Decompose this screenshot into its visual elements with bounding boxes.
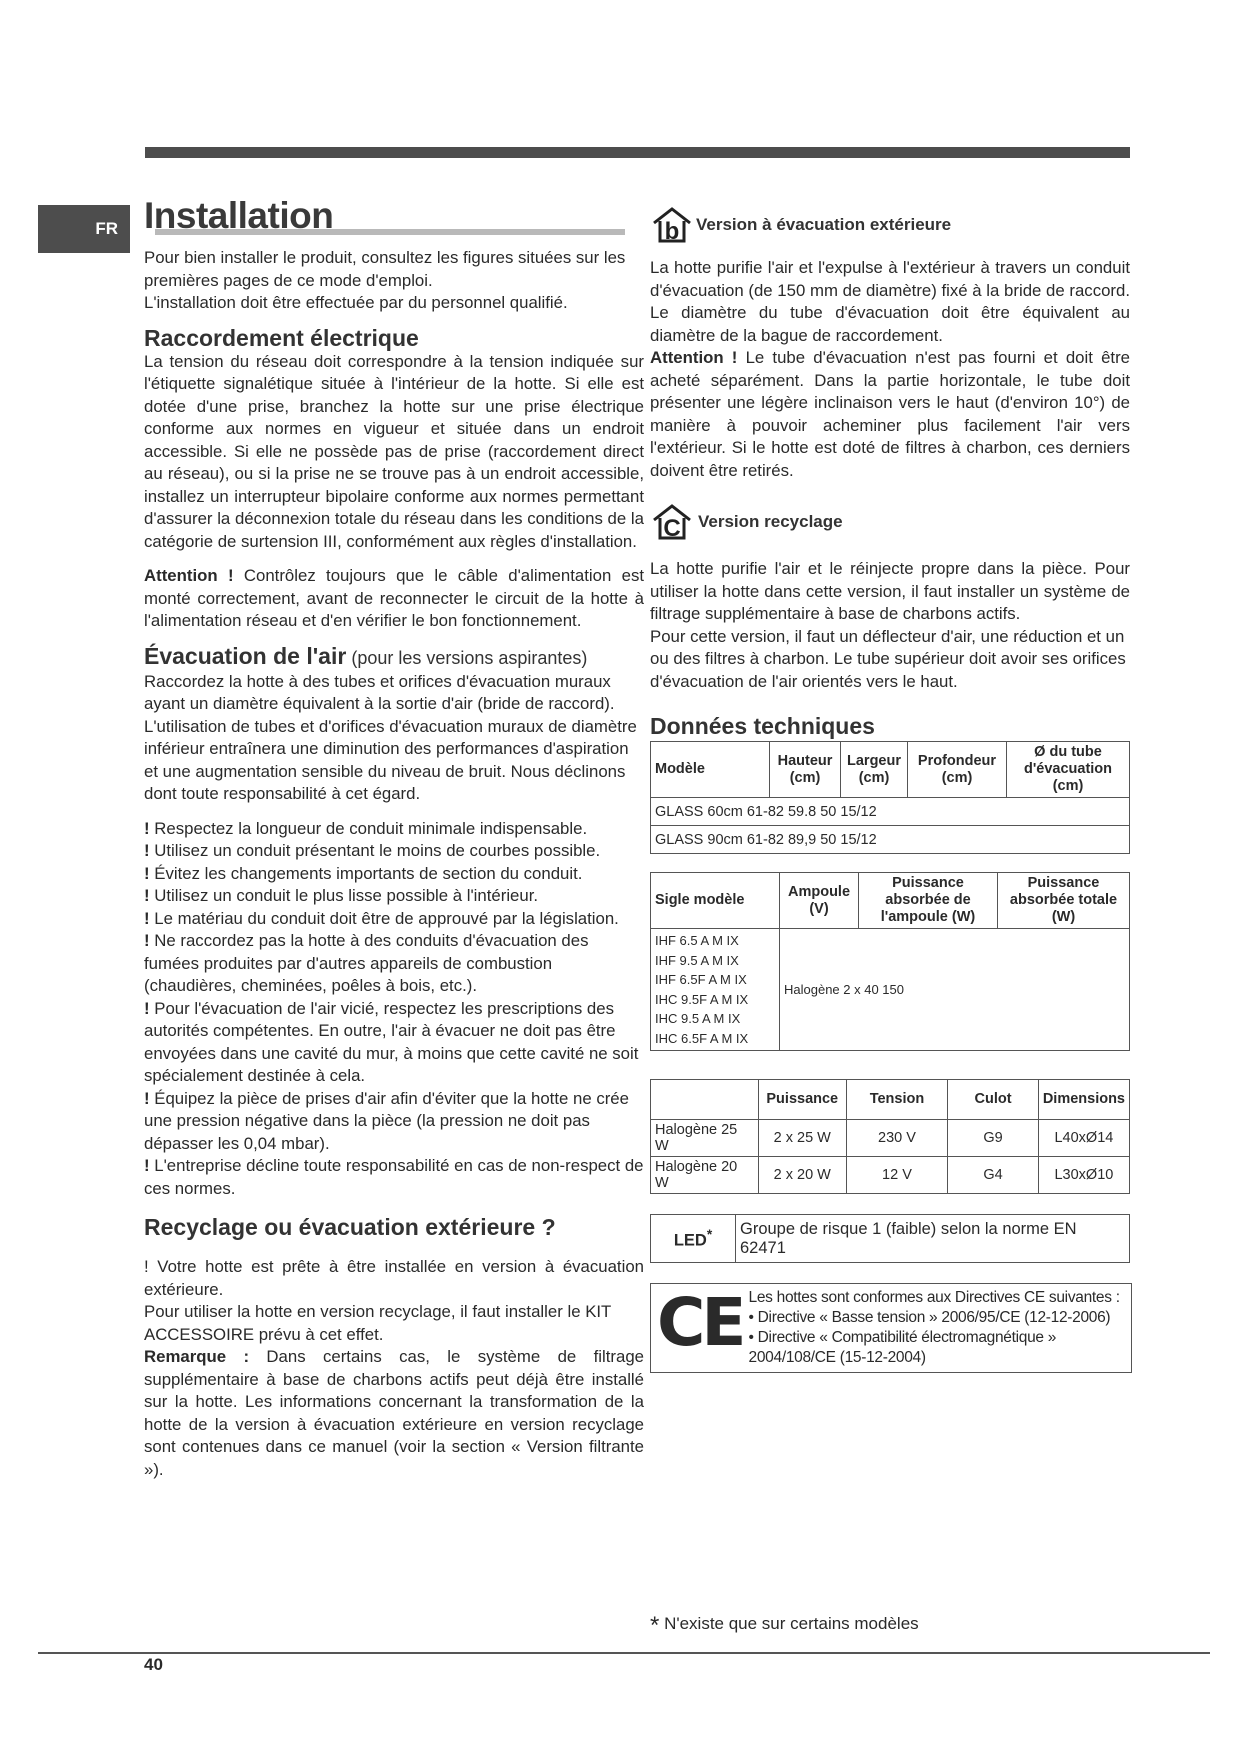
table-header: Sigle modèle	[651, 873, 780, 929]
warning-item	[144, 885, 644, 908]
warning-text: L'entreprise décline toute responsabilité en cas de non-respect de ces normes.	[144, 1156, 644, 1198]
warning-mark: !	[144, 1088, 150, 1108]
table-header: Ampoule (V)	[780, 873, 859, 929]
warning-mark: !	[144, 818, 150, 838]
external-attention-text: Le tube d'évacuation n'est pas fourni et doit être acheté séparément. Dans la partie horizontale, le tube doit présenter une légère inclinaison vers le haut (d'environ 10°) de manière à pouvoir acheminer plus facilement l'air vers l'extérieur. Si le hotte est doté de filtres à charbon, ces derniers doivent être retirés.	[650, 348, 1130, 480]
page-number: 40	[144, 1655, 163, 1674]
external-attention-paragraph	[650, 347, 1130, 482]
external-attention-label: Attention !	[650, 348, 738, 367]
external-version-heading	[650, 205, 1130, 245]
warning-item	[144, 818, 644, 841]
table-cell: Halogène 25 W	[651, 1120, 759, 1157]
recycling-version-text-2: Pour cette version, il faut un déflecteur d'air, une réduction et un ou des filtres à charbon. Le tube supérieur doit avoir ses orifices d'évacuation de l'air orientés vers le haut.	[650, 626, 1126, 691]
warning-mark: !	[144, 1156, 150, 1175]
table-header: Puissance absorbée de l'ampoule (W)	[859, 873, 998, 929]
remarque-paragraph	[144, 1346, 644, 1481]
table-row	[651, 1157, 1130, 1194]
svg-text:C: C	[663, 515, 681, 542]
recycling-version-title: Version recyclage	[698, 512, 843, 531]
ce-compliance-box	[650, 1283, 1132, 1373]
table-cell: 230 V	[846, 1120, 948, 1157]
warning-text: Utilisez un conduit présentant le moins de courbes possible.	[154, 841, 601, 860]
warning-text: Utilisez un conduit le plus lisse possible à l'intérieur.	[154, 886, 539, 905]
ce-line: • Directive « Compatibilité électromagnétique » 2004/108/CE (15-12-2004)	[748, 1329, 1057, 1366]
section-title-recycling: Recyclage ou évacuation extérieure ?	[144, 1214, 556, 1240]
intro-text-2: L'installation doit être effectuée par du personnel qualifié.	[144, 293, 568, 312]
warning-text: Évitez les changements importants de section du conduit.	[154, 863, 583, 883]
warning-text: Ne raccordez pas la hotte à des conduits d'évacuation des fumées produites par d'autres appareils de combustion (chaudières, cheminées, poêles à bois, etc.).	[144, 931, 589, 995]
warning-item	[144, 1088, 644, 1156]
header-rule	[145, 147, 1130, 158]
warning-item	[144, 863, 644, 886]
table-header: Ø du tube d'évacuation (cm)	[1007, 742, 1130, 798]
external-version-title: Version à évacuation extérieure	[696, 215, 952, 234]
table-header: Dimensions	[1038, 1080, 1129, 1120]
remarque-label: Remarque :	[144, 1347, 250, 1366]
table-header	[651, 1080, 759, 1120]
warning-mark: !	[144, 998, 150, 1018]
warning-text: Respectez la longueur de conduit minimale indispensable.	[154, 818, 588, 838]
attention-label: Attention !	[144, 566, 234, 585]
ce-line: Les hottes sont conformes aux Directives CE suivantes :	[748, 1289, 1120, 1306]
right-column	[650, 205, 1130, 1373]
dimensions-table	[650, 741, 1130, 854]
ce-mark-icon: CE	[657, 1284, 743, 1361]
language-tab: FR	[38, 205, 130, 253]
table-row	[651, 1120, 1130, 1157]
warning-item	[144, 840, 644, 863]
house-c-icon	[650, 502, 696, 542]
external-version-text: La hotte purifie l'air et l'expulse à l'extérieur à travers un conduit d'évacuation (de 150 mm de diamètre) fixé à la bride de raccord. Le diamètre du tube d'évacuation doit être équivalent au diamètre de la bague de raccordement.	[650, 258, 1130, 345]
remarque-text: Dans certains cas, le système de filtrage supplémentaire à base de charbons actifs peut déjà être installé sur la hotte. Les informations concernant la transformation de la hotte de la version à évacuation extérieure en version recyclage sont contenues dans ce manuel (voir la section « Version filtrante »).	[144, 1347, 644, 1479]
table-header: Tension	[846, 1080, 948, 1120]
warning-mark: !	[144, 908, 150, 928]
table-cell: L40xØ14	[1038, 1120, 1129, 1157]
table-cell: G4	[948, 1157, 1039, 1194]
footnote-star: *	[650, 1612, 660, 1639]
house-b-icon	[650, 205, 694, 245]
recycling-text-1: ! Votre hotte est prête à être installée en version à évacuation extérieure.	[144, 1257, 644, 1299]
table-header: Culot	[948, 1080, 1039, 1120]
attention-text: Contrôlez toujours que le câble d'alimentation est monté correctement, avant de reconnecter le circuit de la hotte à l'alimentation réseau et d'en vérifier le bon fonctionnement.	[144, 566, 644, 630]
table-cell: 12 V	[846, 1157, 948, 1194]
led-label: LED	[673, 1231, 707, 1250]
warning-item	[144, 998, 644, 1088]
list-item: IHF 6.5F A M IX	[655, 972, 747, 987]
warning-item	[144, 930, 644, 998]
list-item: IHF 6.5 A M IX	[655, 933, 739, 948]
warning-mark: !	[144, 863, 150, 883]
table-header: Largeur (cm)	[841, 742, 908, 798]
list-item: IHC 9.5F A M IX	[655, 991, 749, 1007]
footnote-text: N'existe que sur certains modèles	[659, 1614, 919, 1633]
warning-mark: !	[144, 931, 150, 950]
electrical-text: La tension du réseau doit correspondre à la tension indiquée sur l'étiquette signalétique située à l'intérieur de la hotte. Si elle est dotée d'une prise, branchez la hotte sur une prise électrique conforme aux normes en vigueur et située dans un endroit accessible. Si elle ne possède pas de prise (raccordement direct au réseau), ou si la prise ne se trouve pas à un endroit accessible, installez un interrupteur bipolaire conforme aux normes permettant d'assurer la déconnexion totale du réseau dans les conditions de la catégorie de surtension III, conformément aux règles d'installation.	[144, 351, 644, 551]
table-header: Puissance absorbée totale (W)	[998, 873, 1130, 929]
led-table	[650, 1214, 1130, 1263]
svg-text:b: b	[664, 218, 680, 245]
evacuation-title: Évacuation de l'air	[144, 642, 347, 669]
table-header: Puissance	[758, 1080, 846, 1120]
table-cell: GLASS 90cm 61-82 89,9 50 15/12	[651, 826, 1130, 854]
footnote	[650, 1612, 919, 1640]
attention-paragraph	[144, 565, 644, 633]
list-item: IHC 6.5F A M IX	[655, 1030, 749, 1046]
table-row	[651, 798, 1130, 826]
lamp-models-table	[650, 872, 1130, 1051]
table-row	[651, 929, 1130, 1051]
warning-mark: !	[144, 886, 150, 905]
intro-text: Pour bien installer le produit, consultez les figures situées sur les premières pages de ce mode d'emploi.	[144, 248, 626, 290]
bulb-specs-table	[650, 1079, 1130, 1194]
recycling-text-2: Pour utiliser la hotte en version recyclage, il faut installer le KIT ACCESSOIRE prévu à cet effet.	[144, 1302, 611, 1344]
ce-text	[749, 1288, 1127, 1368]
list-item: IHF 9.5 A M IX	[655, 952, 739, 968]
warning-text: Équipez la pièce de prises d'air afin d'éviter que la hotte ne crée une pression négative dans la pièce (la pression ne doit pas dépasser les 0,04 mbar).	[144, 1088, 629, 1153]
table-cell: G9	[948, 1120, 1039, 1157]
evacuation-text: Raccordez la hotte à des tubes et orifices d'évacuation muraux ayant un diamètre équivalent à la sortie d'air (bride de raccord). L'utilisation de tubes et d'orifices d'évacuation muraux de diamètre inférieur entraînera une diminution des performances d'aspiration et une augmentation sensible du niveau de bruit. Nous déclinons dont toute responsabilité à cet égard.	[144, 671, 637, 803]
model-list-cell	[651, 929, 780, 1051]
section-title-electrical: Raccordement électrique	[144, 324, 419, 351]
warning-mark: !	[144, 841, 150, 860]
warning-text: Le matériau du conduit doit être de approuvé par la législation.	[154, 908, 619, 928]
led-text: Groupe de risque 1 (faible) selon la norme EN 62471	[736, 1215, 1130, 1263]
footer-rule	[38, 1652, 1210, 1654]
section-title-evacuation	[144, 643, 644, 671]
page-title: Installation	[144, 195, 334, 236]
table-cell: L30xØ10	[1038, 1157, 1129, 1194]
lamp-value-cell: Halogène 2 x 40 150	[780, 929, 1130, 1051]
table-cell: Halogène 20 W	[651, 1157, 759, 1194]
evacuation-subtitle: (pour les versions aspirantes)	[346, 647, 588, 668]
recycling-version-text-1: La hotte purifie l'air et le réinjecte propre dans la pièce. Pour utiliser la hotte dans cette version, il faut installer un système de filtrage supplémentaire à base de charbons actifs.	[650, 559, 1130, 623]
ce-line: • Directive « Basse tension » 2006/95/CE (12-12-2006)	[748, 1309, 1111, 1326]
table-row	[651, 826, 1130, 854]
table-header: Modèle	[651, 742, 770, 798]
table-cell: 2 x 20 W	[758, 1157, 846, 1194]
warning-item	[144, 1155, 644, 1200]
led-star: *	[706, 1226, 713, 1242]
recycling-version-heading	[650, 502, 1130, 542]
table-header: Hauteur (cm)	[770, 742, 841, 798]
table-cell: 2 x 25 W	[758, 1120, 846, 1157]
warning-text: Pour l'évacuation de l'air vicié, respectez les prescriptions des autorités compétentes. En outre, l'air à évacuer ne doit pas être envoyées dans une cavité du mur, à moins que cette cavité ne soit spécialement destinée à cela.	[144, 998, 639, 1085]
section-title-tech-data: Données techniques	[650, 713, 875, 739]
left-column	[144, 195, 644, 1481]
table-cell: GLASS 60cm 61-82 59.8 50 15/12	[651, 798, 1130, 826]
warning-item	[144, 908, 644, 931]
table-header: Profondeur (cm)	[908, 742, 1007, 798]
list-item: IHC 9.5 A M IX	[655, 1011, 741, 1026]
led-label-cell	[651, 1215, 736, 1263]
warning-list	[144, 818, 644, 1201]
